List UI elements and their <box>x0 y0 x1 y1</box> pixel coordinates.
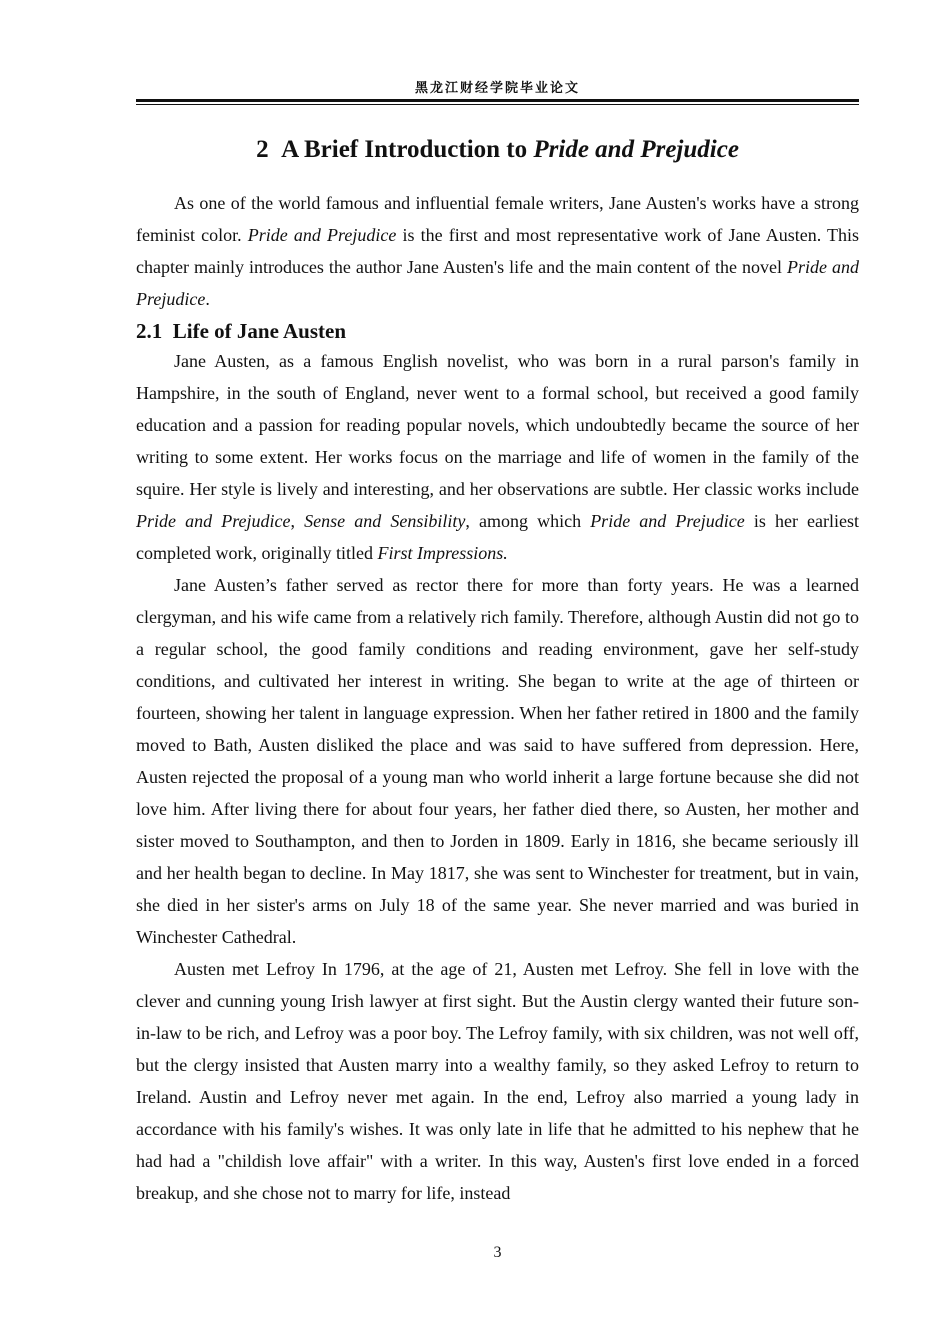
section-heading <box>136 315 859 345</box>
p1-text-3: is her earliest completed work, originally titled <box>136 511 860 563</box>
chapter-number: 2 <box>256 136 269 163</box>
p1-italic-4: First Impressions. <box>377 543 508 563</box>
intro-paragraph <box>136 187 859 315</box>
intro-text-2: is the first and most representative work of Jane Austen. This chapter mainly introduces the author Jane Austen's life and the main content of the novel <box>136 225 860 277</box>
header-rule-thin <box>136 104 859 105</box>
section-title: Life of Jane Austen <box>172 319 346 343</box>
chapter-title-italic: Pride and Prejudice <box>533 136 739 163</box>
chapter-title <box>136 133 859 167</box>
intro-text-1: As one of the world famous and influential female writers, Jane Austen's works have a strong feminist color. <box>136 193 859 245</box>
p1-italic-1: Pride and Prejudice <box>136 511 291 531</box>
p1-italic-3: Pride and Prejudice <box>590 511 745 531</box>
intro-italic-2: Pride and Prejudice <box>136 257 859 309</box>
paragraph-life-3: Austen met Lefroy In 1796, at the age of 21, Austen met Lefroy. She fell in love with the clever and cunning young Irish lawyer at first sight. But the Austin clergy wanted their future son-in-law to be rich, and Lefroy was a poor boy. The Lefroy family, with six children, was not well off, but the clergy insisted that Austen marry into a wealthy family, so they asked Lefroy to return to Ireland. Austin and Lefroy never met again. In the end, Lefroy also married a young lady in accordance with his family's wishes. It was only late in life that he admitted to his nephew that he had had a "childish love affair" with a writer. In this way, Austen's first love ended in a forced breakup, and she chose not to marry for life, instead <box>136 959 859 1203</box>
section-number: 2.1 <box>136 319 163 343</box>
header-rule-thick <box>136 99 859 102</box>
p1-sep-1: , <box>290 511 305 531</box>
p1-text-2: , among which <box>465 511 591 531</box>
p1-italic-2: Sense and Sensibility <box>304 511 466 531</box>
page-number: 3 <box>493 1244 502 1261</box>
page-header: 黑龙江财经学院毕业论文 <box>414 81 580 96</box>
paragraph-life-1 <box>136 345 859 569</box>
intro-text-3: . <box>205 289 210 309</box>
p1-text-1: Jane Austen, as a famous English novelist, who was born in a rural parson's family in Hampshire, in the south of England, never went to a formal school, but received a good family education and a passion for reading popular novels, which undoubtedly became the source of her writing to some extent. Her works focus on the marriage and life of women in the family of the squire. Her style is lively and interesting, and her observations are subtle. Her classic works include <box>136 351 859 499</box>
chapter-title-prefix: A Brief Introduction to <box>281 136 528 163</box>
intro-italic-1: Pride and Prejudice <box>247 225 397 245</box>
paragraph-life-2: Jane Austen’s father served as rector there for more than forty years. He was a learned clergyman, and his wife came from a relatively rich family. Therefore, although Austin did not go to a regular school, the good family conditions and reading environment, gave her self-study conditions, and cultivated her interest in writing. She began to write at the age of thirteen or fourteen, showing her talent in language expression. When her father retired in 1800 and the family moved to Bath, Austen disliked the place and was said to have suffered from depression. Here, Austen rejected the proposal of a young man who world inherit a large fortune because she did not love him. After living there for about four years, her father died there, so Austen, her mother and sister moved to Southampton, and then to Jorden in 1809. Early in 1816, she became seriously ill and her health began to decline. In May 1817, she was sent to Winchester for treatment, but in vain, she died in her sister's arms on July 18 of the same year. She never married and was buried in Winchester Cathedral. <box>136 575 859 947</box>
document-body <box>136 187 859 1209</box>
